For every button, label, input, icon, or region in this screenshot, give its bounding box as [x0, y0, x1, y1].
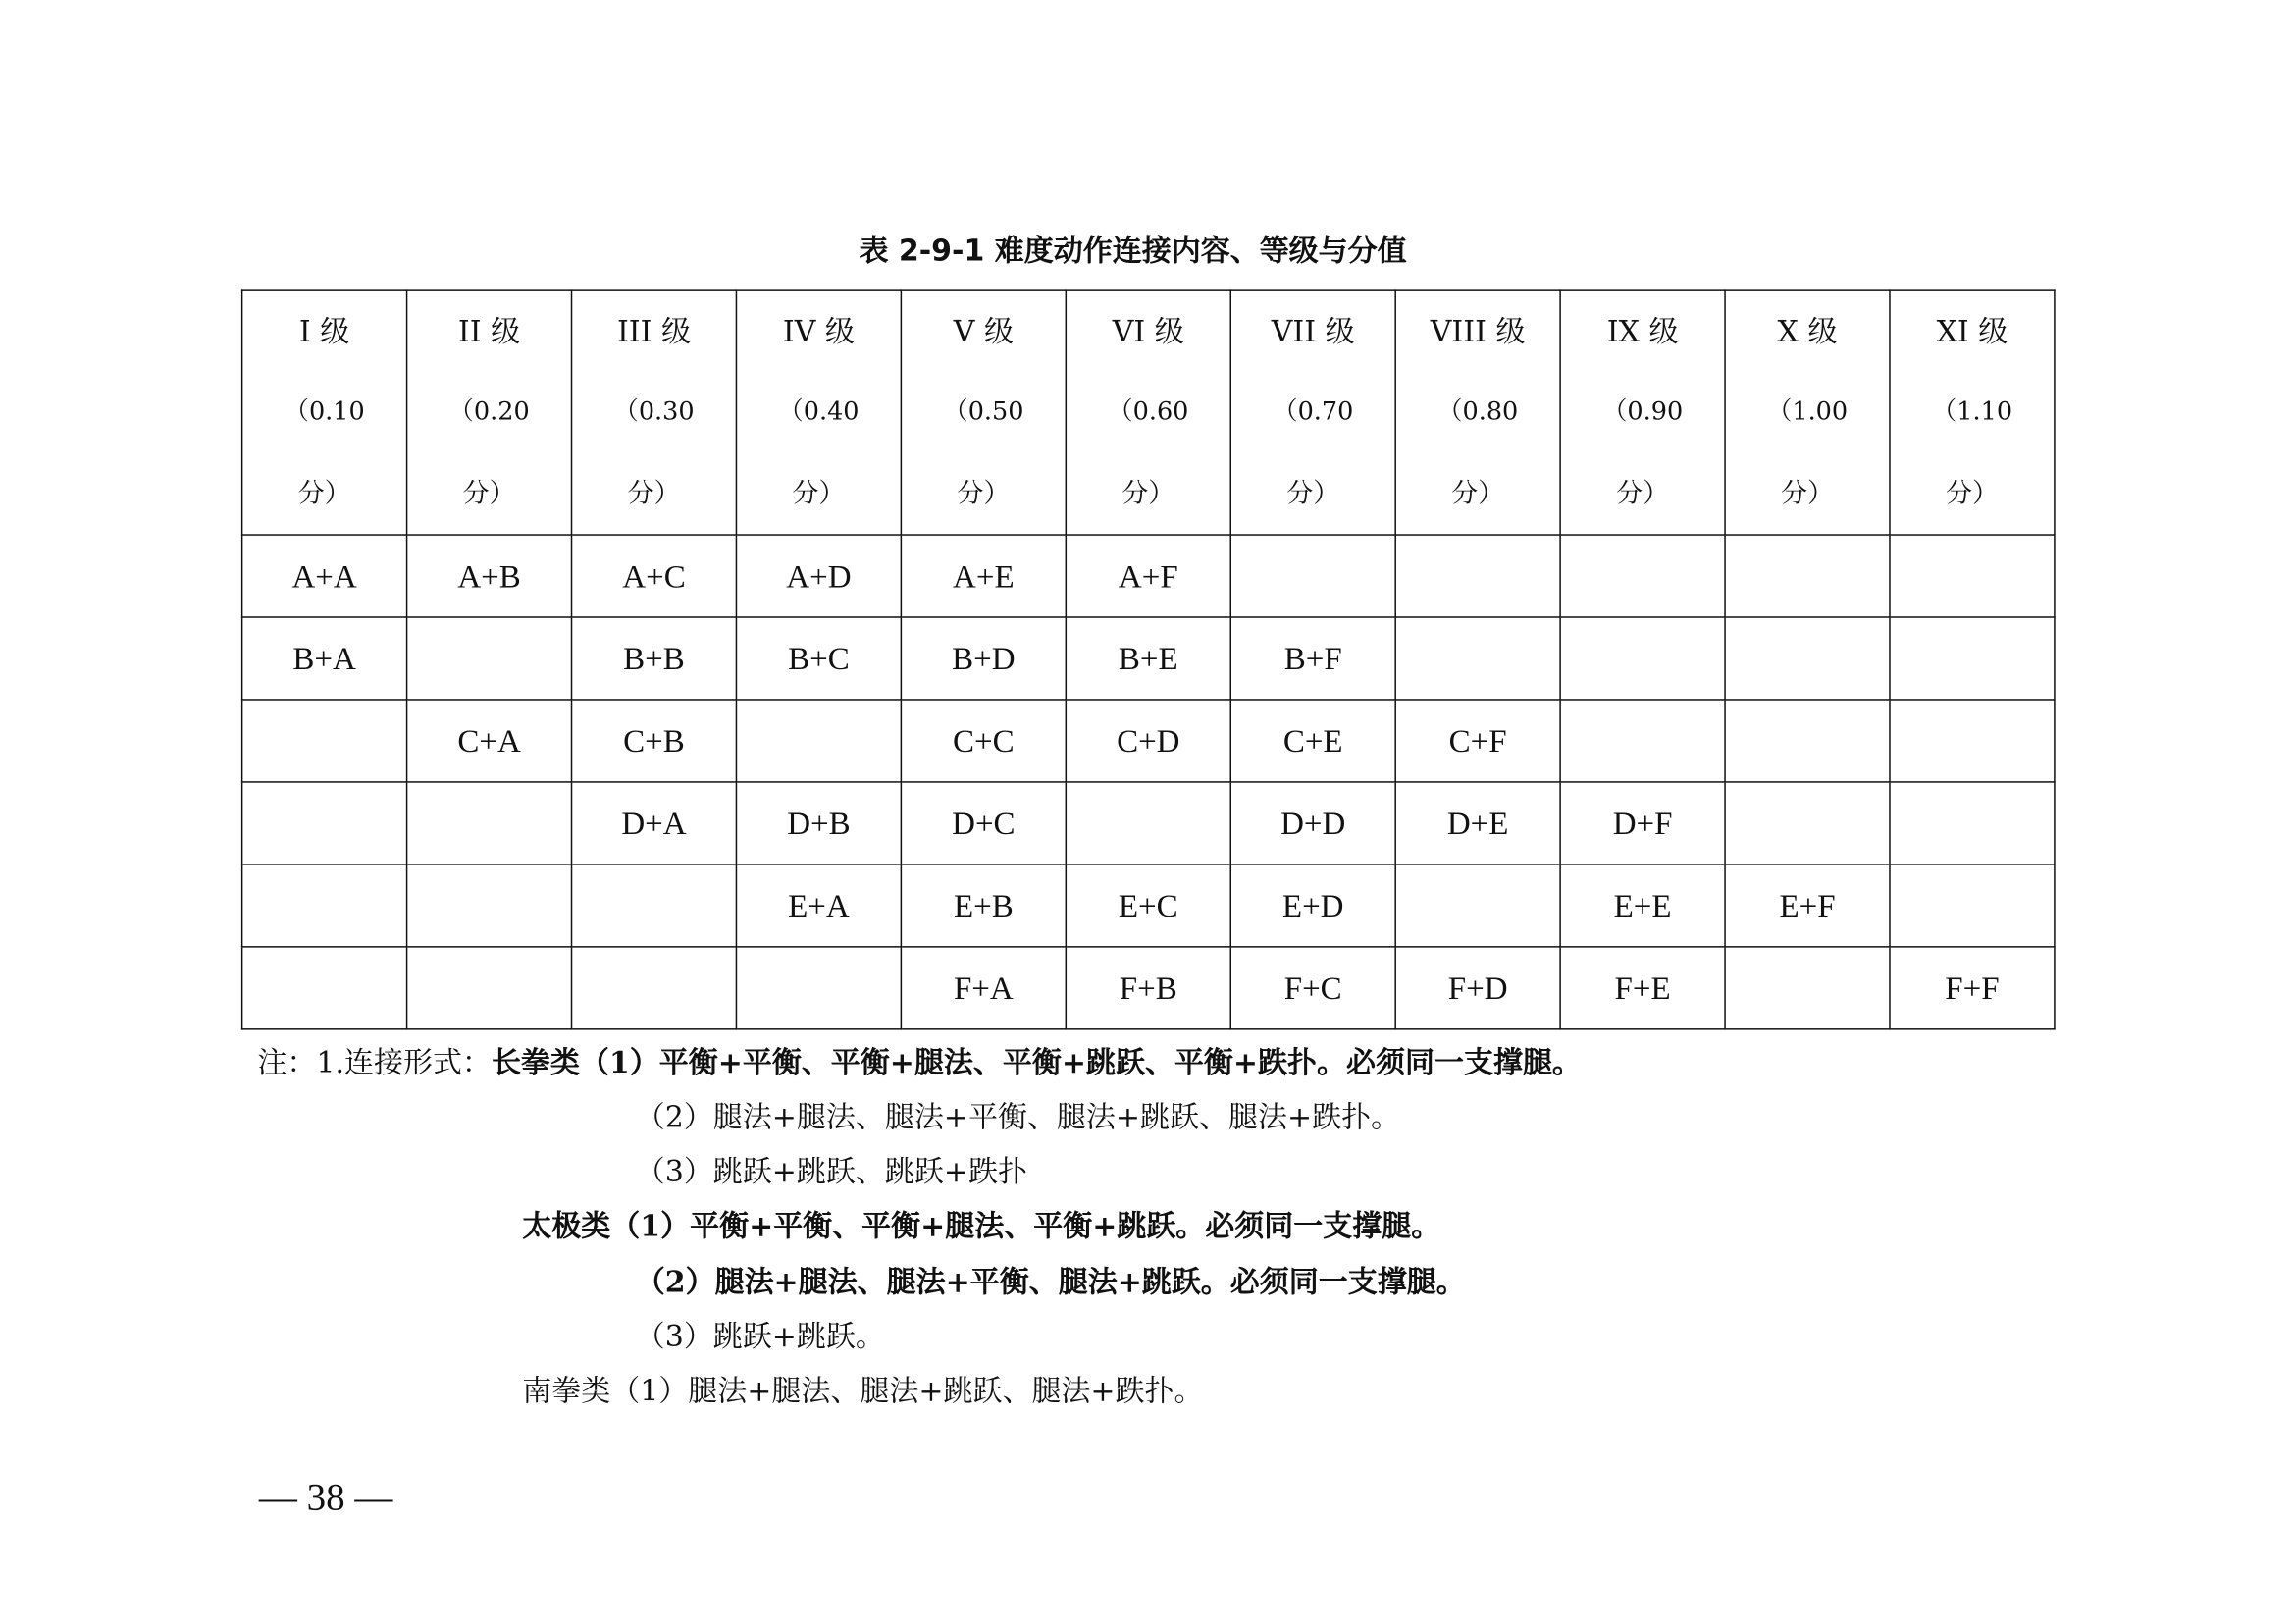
- grade-score: （0.40: [778, 396, 860, 427]
- grade-label: VII 级: [1271, 313, 1355, 349]
- table-row: [242, 700, 2055, 782]
- table-cell: C+F: [1395, 700, 1560, 782]
- header-row: [242, 290, 2055, 535]
- table-cell: [1560, 617, 1725, 700]
- grade-header: [1395, 290, 1560, 535]
- grade-score: （0.30: [613, 396, 695, 427]
- note-taiji-3: （3）跳跃+跳跃。: [635, 1318, 885, 1354]
- table-cell: [242, 947, 407, 1029]
- grade-unit: 分）: [792, 478, 846, 509]
- table-cell: [1890, 782, 2055, 864]
- table-row: [242, 617, 2055, 700]
- grade-unit: 分）: [957, 478, 1011, 509]
- table-cell: E+C: [1066, 864, 1230, 947]
- table-cell: [572, 947, 737, 1029]
- table-cell: C+D: [1066, 700, 1230, 782]
- grade-label: VI 级: [1112, 313, 1184, 349]
- note-taiji-1: 太极类（1）平衡+平衡、平衡+腿法、平衡+跳跃。必须同一支撑腿。: [522, 1208, 1441, 1243]
- grade-header: [1725, 290, 1890, 535]
- table-row: [242, 947, 2055, 1029]
- table-cell: D+D: [1230, 782, 1395, 864]
- table-cell: [1725, 947, 1890, 1029]
- table-cell: D+F: [1560, 782, 1725, 864]
- table-cell: C+C: [901, 700, 1066, 782]
- table-cell: [1395, 535, 1560, 617]
- table-title: 表 2-9-1 难度动作连接内容、等级与分值: [859, 232, 1407, 268]
- table-cell: B+E: [1066, 617, 1230, 700]
- table-cell: [1725, 700, 1890, 782]
- note-line-changquan-1: [257, 1040, 1582, 1084]
- table-cell: D+C: [901, 782, 1066, 864]
- note-changquan-2: （2）腿法+腿法、腿法+平衡、腿法+跳跃、腿法+跌扑。: [635, 1099, 1401, 1135]
- table-cell: A+D: [736, 535, 901, 617]
- grade-header: [1890, 290, 2055, 535]
- table-cell: [1890, 700, 2055, 782]
- table-row: [242, 864, 2055, 947]
- grade-unit: 分）: [462, 478, 516, 509]
- grade-unit: 分）: [1451, 478, 1505, 509]
- table-cell: B+B: [572, 617, 737, 700]
- grade-score: （1.00: [1766, 396, 1849, 427]
- table-cell: [736, 947, 901, 1029]
- table-cell: [407, 782, 572, 864]
- table-cell: A+C: [572, 535, 737, 617]
- grade-label: III 级: [616, 313, 692, 349]
- table-cell: [1395, 617, 1560, 700]
- table-cell: [1230, 535, 1395, 617]
- grade-unit: 分）: [627, 478, 681, 509]
- grade-score: （0.80: [1437, 396, 1519, 427]
- grade-header: [736, 290, 901, 535]
- grade-score: （1.10: [1931, 396, 2013, 427]
- note-changquan-3: （3）跳跃+跳跃、跳跃+跌扑: [635, 1153, 1027, 1189]
- grade-header: [1230, 290, 1395, 535]
- table-cell: E+E: [1560, 864, 1725, 947]
- grade-label: II 级: [457, 313, 521, 349]
- table-cell: [407, 864, 572, 947]
- table-cell: D+A: [572, 782, 737, 864]
- table-cell: E+F: [1725, 864, 1890, 947]
- table-cell: [242, 700, 407, 782]
- difficulty-grade-table: [241, 289, 2056, 1029]
- table-cell: F+A: [901, 947, 1066, 1029]
- grade-unit: 分）: [1286, 478, 1340, 509]
- table-cell: D+E: [1395, 782, 1560, 864]
- note-changquan-1: 长拳类（1）平衡+平衡、平衡+腿法、平衡+跳跃、平衡+跌扑。必须同一支撑腿。: [491, 1044, 1582, 1080]
- grade-score: （0.70: [1273, 396, 1354, 427]
- note-nanquan-1: 南拳类（1）腿法+腿法、腿法+跳跃、腿法+跌扑。: [522, 1372, 1204, 1408]
- table-cell: [1395, 864, 1560, 947]
- grade-label: XI 级: [1936, 313, 2008, 349]
- table-cell: [572, 864, 737, 947]
- grade-unit: 分）: [1121, 478, 1175, 509]
- table-cell: [736, 700, 901, 782]
- note-taiji-2: （2）腿法+腿法、腿法+平衡、腿法+跳跃。必须同一支撑腿。: [635, 1263, 1466, 1299]
- grade-label: IX 级: [1606, 313, 1679, 349]
- table-row: [242, 782, 2055, 864]
- grade-header: [1066, 290, 1230, 535]
- table-cell: [1725, 535, 1890, 617]
- table-cell: C+B: [572, 700, 737, 782]
- table-cell: B+D: [901, 617, 1066, 700]
- table-cell: [1890, 617, 2055, 700]
- grade-score: （0.50: [943, 396, 1024, 427]
- grade-label: V 级: [953, 313, 1014, 349]
- table-cell: A+F: [1066, 535, 1230, 617]
- table-cell: B+A: [242, 617, 407, 700]
- table-cell: [1890, 864, 2055, 947]
- table-cell: [242, 782, 407, 864]
- table-cell: B+F: [1230, 617, 1395, 700]
- table-cell: F+F: [1890, 947, 2055, 1029]
- grade-header: [572, 290, 737, 535]
- table-cell: A+A: [242, 535, 407, 617]
- grade-unit: 分）: [1616, 478, 1670, 509]
- table-cell: E+D: [1230, 864, 1395, 947]
- grade-unit: 分）: [297, 478, 351, 509]
- table-cell: [1725, 617, 1890, 700]
- grade-header: [1560, 290, 1725, 535]
- table-cell: E+B: [901, 864, 1066, 947]
- table-cell: [407, 947, 572, 1029]
- note-prefix: 注：1.连接形式：: [257, 1044, 492, 1080]
- table-cell: F+E: [1560, 947, 1725, 1029]
- table-cell: [1890, 535, 2055, 617]
- grade-header: [242, 290, 407, 535]
- table-cell: E+A: [736, 864, 901, 947]
- page-number: — 38 —: [258, 1475, 393, 1519]
- grade-score: （0.10: [284, 396, 365, 427]
- table-cell: A+B: [407, 535, 572, 617]
- table-cell: [1560, 700, 1725, 782]
- table-cell: F+C: [1230, 947, 1395, 1029]
- grade-label: VIII 级: [1430, 313, 1526, 349]
- table-cell: D+B: [736, 782, 901, 864]
- table-cell: B+C: [736, 617, 901, 700]
- grade-unit: 分）: [1781, 478, 1835, 509]
- table-cell: [407, 617, 572, 700]
- grade-score: （0.60: [1108, 396, 1189, 427]
- table-cell: A+E: [901, 535, 1066, 617]
- grade-header: [901, 290, 1066, 535]
- grade-label: X 级: [1777, 313, 1838, 349]
- table-row: [242, 535, 2055, 617]
- table-cell: F+D: [1395, 947, 1560, 1029]
- grade-score: （0.20: [448, 396, 530, 427]
- table-cell: [1725, 782, 1890, 864]
- table-cell: C+E: [1230, 700, 1395, 782]
- table-cell: [1560, 535, 1725, 617]
- grade-label: I 级: [298, 313, 350, 349]
- grade-header: [407, 290, 572, 535]
- grade-unit: 分）: [1945, 478, 1999, 509]
- grade-label: IV 级: [782, 313, 855, 349]
- table-cell: F+B: [1066, 947, 1230, 1029]
- grade-score: （0.90: [1601, 396, 1684, 427]
- table-cell: [242, 864, 407, 947]
- table-cell: [1066, 782, 1230, 864]
- table-cell: C+A: [407, 700, 572, 782]
